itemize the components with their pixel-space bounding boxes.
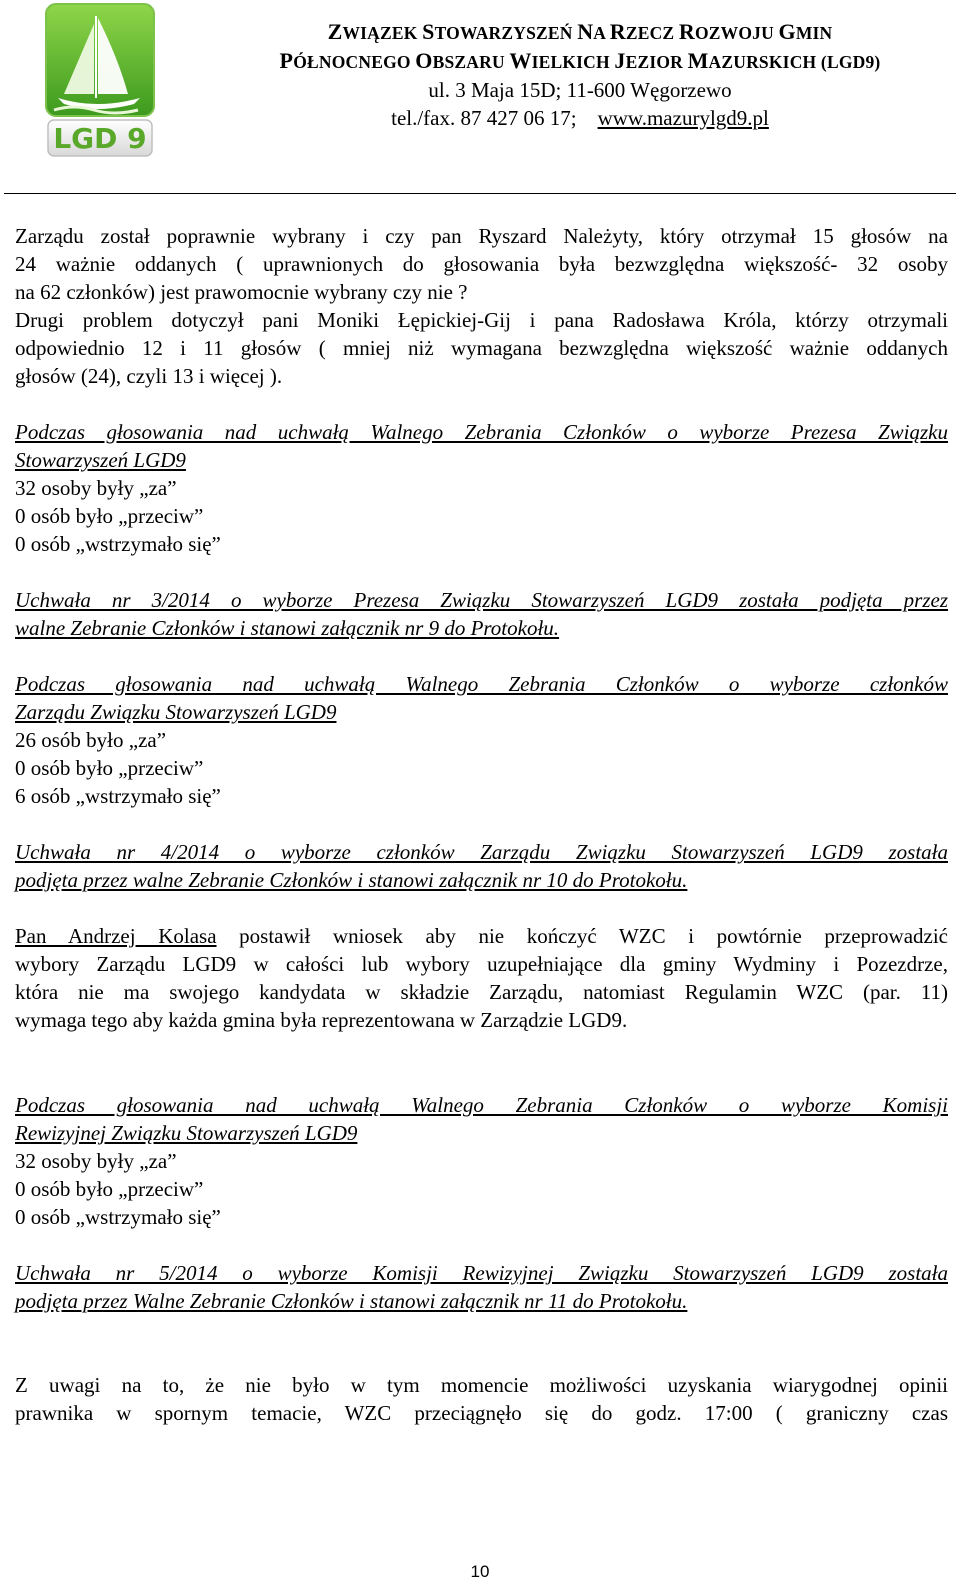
header-divider — [4, 193, 956, 194]
votes-abstain: 0 osób „wstrzymało się” — [15, 1205, 221, 1229]
votes-abstain: 0 osób „wstrzymało się” — [15, 532, 221, 556]
motion-paragraph — [15, 922, 948, 1034]
votes-for: 32 osoby były „za” — [15, 476, 177, 500]
vote-heading: Podczas głosowania nad uchwałą Walnego Zebrania Członków o wyborze członków — [15, 672, 948, 696]
resolution-text: Uchwała nr 5/2014 o wyborze Komisji Rewizyjnej Związku Stowarzyszeń LGD9 została — [15, 1261, 948, 1285]
text-line: 24 ważnie oddanych ( uprawnionych do głosowania była bezwzględna większość- 32 osoby — [15, 252, 948, 276]
org-address: ul. 3 Maja 15D; 11-600 Węgorzewo — [428, 78, 732, 102]
vote-heading: Zarządu Związku Stowarzyszeń LGD9 — [15, 700, 337, 724]
vote-section-board — [15, 670, 948, 894]
text-line: na 62 członków) jest prawomocnie wybrany czy nie ? — [15, 280, 468, 304]
logo-text: LGD 9 — [53, 122, 147, 155]
resolution-text: podjęta przez Walne Zebranie Członków i stanowi załącznik nr 11 do Protokołu. — [15, 1289, 688, 1313]
votes-for: 26 osób było „za” — [15, 728, 167, 752]
vote-heading: Rewizyjnej Związku Stowarzyszeń LGD9 — [15, 1121, 358, 1145]
vote-heading: Podczas głosowania nad uchwałą Walnego Zebrania Członków o wyborze Prezesa Związku — [15, 420, 948, 444]
org-contact — [220, 104, 940, 132]
org-name-line-2: PÓŁNOCNEGO OBSZARU WIELKICH JEZIOR MAZURSKICH (LGD9) — [279, 48, 881, 73]
org-phone: tel./fax. 87 427 06 17; — [391, 106, 577, 130]
vote-heading: Podczas głosowania nad uchwałą Walnego Zebrania Członków o wyborze Komisji — [15, 1093, 948, 1117]
resolution-text: Uchwała nr 3/2014 o wyborze Prezesa Związku Stowarzyszeń LGD9 została podjęta przez — [15, 588, 948, 612]
text-line: głosów (24), czyli 13 i więcej ). — [15, 364, 283, 388]
vote-section-audit-committee — [15, 1091, 948, 1315]
org-website-link[interactable]: www.mazurylgd9.pl — [597, 106, 769, 130]
text-line: Pan Andrzej Kolasa postawił wniosek aby nie kończyć WZC i powtórnie przeprowadzić — [15, 924, 948, 948]
text-line: odpowiednio 12 i 11 głosów ( mniej niż wymagana bezwzględna większość ważnie oddanych — [15, 336, 948, 360]
resolution-text: walne Zebranie Członków i stanowi załącznik nr 9 do Protokołu. — [15, 616, 560, 640]
votes-against: 0 osób było „przeciw” — [15, 1177, 204, 1201]
vote-heading: Stowarzyszeń LGD9 — [15, 448, 186, 472]
text-line: wybory Zarządu LGD9 w całości lub wybory uzupełniające dla gminy Wydminy i Pozezdrze, — [15, 952, 948, 976]
resolution-text: Uchwała nr 4/2014 o wyborze członków Zarządu Związku Stowarzyszeń LGD9 została — [15, 840, 948, 864]
org-name-line-1: ZWIĄZEK STOWARZYSZEŃ NA RZECZ ROZWOJU GMIN — [327, 19, 833, 44]
motion-author: Pan Andrzej Kolasa — [15, 924, 217, 948]
text-line: która nie ma swojego kandydata w składzie Zarządu, natomiast Regulamin WZC (par. 11) — [15, 980, 948, 1004]
votes-abstain: 6 osób „wstrzymało się” — [15, 784, 221, 808]
lgd9-logo — [44, 2, 158, 158]
resolution-text: podjęta przez walne Zebranie Członków i stanowi załącznik nr 10 do Protokołu. — [15, 868, 688, 892]
intro-paragraph — [15, 222, 948, 390]
text-line: prawnika w spornym temacie, WZC przeciągnęło się do godz. 17:00 ( graniczny czas — [15, 1401, 948, 1425]
page-number: 10 — [470, 1562, 490, 1581]
text-line: Z uwagi na to, że nie było w tym momencie możliwości uzyskania wiarygodnej opinii — [15, 1373, 948, 1397]
organization-header — [220, 18, 940, 132]
text-line: Zarządu został poprawnie wybrany i czy pan Ryszard Należyty, który otrzymał 15 głosów na — [15, 224, 948, 248]
votes-against: 0 osób było „przeciw” — [15, 756, 204, 780]
votes-against: 0 osób było „przeciw” — [15, 504, 204, 528]
text-line: Drugi problem dotyczył pani Moniki Łępickiej-Gij i pana Radosława Króla, którzy otrzymali — [15, 308, 948, 332]
votes-for: 32 osoby były „za” — [15, 1149, 177, 1173]
vote-section-president — [15, 418, 948, 642]
sailboat-logo-icon — [44, 2, 158, 158]
closing-paragraph — [15, 1371, 948, 1427]
text-line: wymaga tego aby każda gmina była reprezentowana w Zarządzie LGD9. — [15, 1008, 628, 1032]
